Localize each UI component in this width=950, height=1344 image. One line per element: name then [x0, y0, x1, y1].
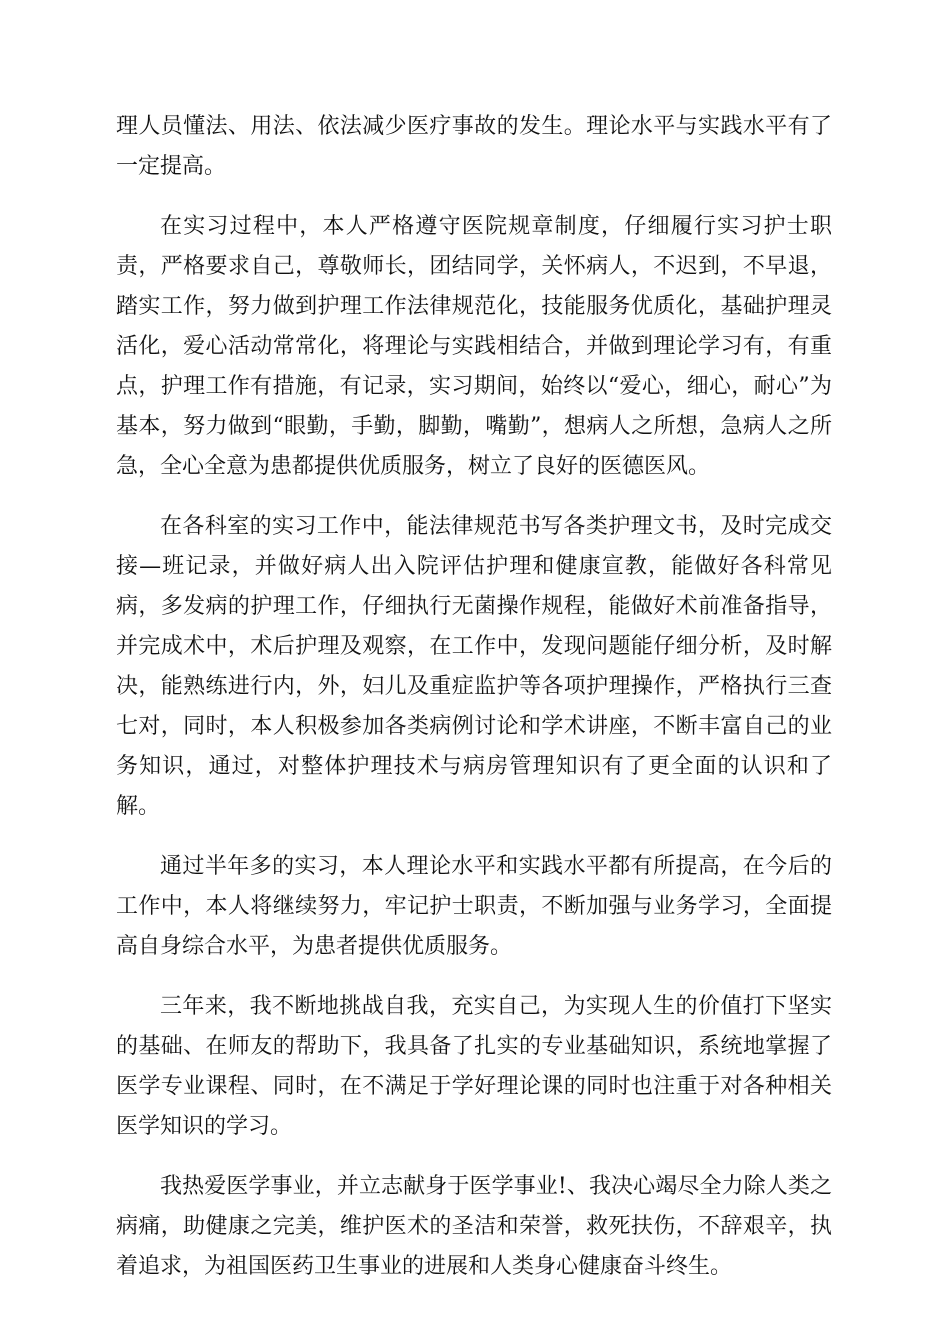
paragraph-continuation: 理人员懂法、用法、依法减少医疗事故的发生。理论水平与实践水平有了一定提高。 — [116, 114, 832, 179]
paragraph-internship-conduct: 在实习过程中，本人严格遵守医院规章制度，仔细履行实习护士职责，严格要求自己，尊敬师长，团结同学，关怀病人，不迟到，不早退，踏实工作，努力做到护理工作法律规范化，技能服务优质化，基础护理灵活化，爱心活动常常化，将理论与实践相结合，并做到理论学习有，有重点，护理工作有措施，有记录，实习期间，始终以“爱心，细心，耐心”为基本，努力做到“眼勤，手勤，脚勤，嘴勤”，想病人之所想，急病人之所急，全心全意为患都提供优质服务，树立了良好的医德医风。 — [116, 214, 832, 479]
paragraph-three-years: 三年来，我不断地挑战自我，充实自己，为实现人生的价值打下坚实的基础、在师友的帮助下，我具备了扎实的专业基础知识，系统地掌握了医学专业课程、同时，在不满足于学好理论课的同时也注重于对各种相关医学知识的学习。 — [116, 994, 832, 1139]
paragraph-department-work: 在各科室的实习工作中，能法律规范书写各类护理文书，及时完成交接—班记录，并做好病人出入院评估护理和健康宣教，能做好各科常见病，多发病的护理工作，仔细执行无菌操作规程，能做好术前准备指导，并完成术中，术后护理及观察，在工作中，发现问题能仔细分析，及时解决，能熟练进行内，外，妇儿及重症监护等各项护理操作，严格执行三查七对，同时，本人积极参加各类病例讨论和学术讲座，不断丰富自己的业务知识，通过，对整体护理技术与病房管理知识有了更全面的认识和了解。 — [116, 514, 832, 819]
paragraph-dedication: 我热爱医学事业，并立志献身于医学事业!、我决心竭尽全力除人类之病痛，助健康之完美，维护医术的圣洁和荣誉，救死扶伤，不辞艰辛，执着追求，为祖国医药卫生事业的进展和人类身心健康奋斗终生。 — [116, 1174, 832, 1279]
paragraph-half-year-summary: 通过半年多的实习，本人理论水平和实践水平都有所提高，在今后的工作中，本人将继续努力，牢记护士职责，不断加强与业务学习，全面提高自身综合水平，为患者提供优质服务。 — [116, 854, 832, 959]
document-body — [116, 107, 832, 1287]
